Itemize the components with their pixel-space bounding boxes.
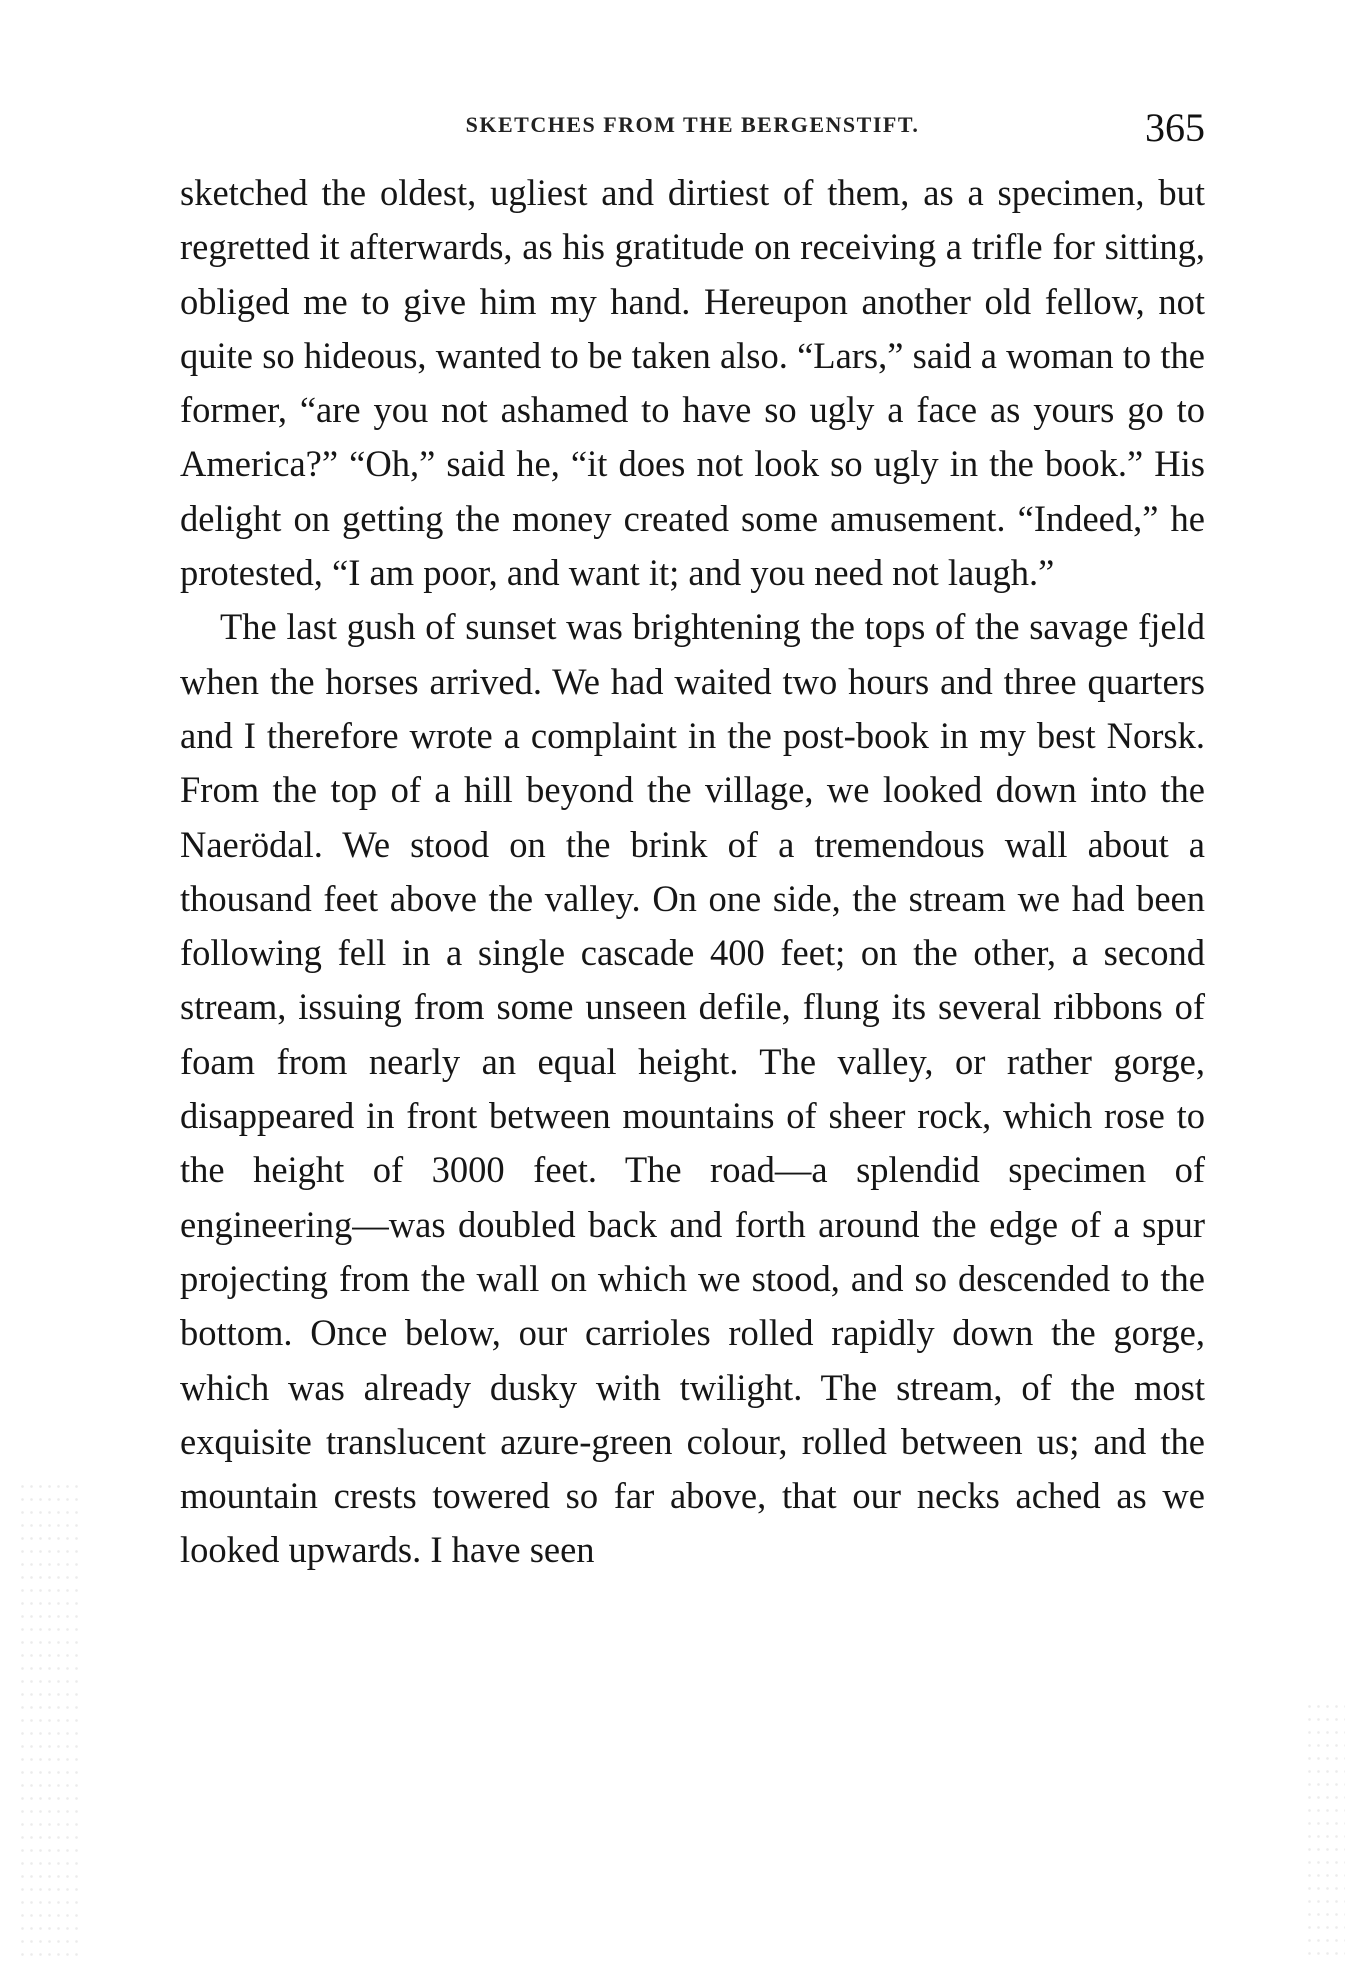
scan-speckle-right [1305, 1700, 1345, 1964]
running-title: SKETCHES FROM THE BERGENSTIFT. [465, 112, 920, 137]
paragraph-2: The last gush of sunset was brightening the tops of the savage fjeld when the horses arrived. We had waited two hours and three quarters and I therefore wrote a complaint in the post-book in my best Norsk. From the top of a hill beyond the village, we looked down into the Naerödal. We stood on the brink of a tremendous wall about a thousand feet above the valley. On one side, the stream we had been following fell in a single cascade 400 feet; on the other, a second stream, issuing from some unseen defile, flung its several ribbons of foam from nearly an equal height. The valley, or rather gorge, disappeared in front between mountains of sheer rock, which rose to the height of 3000 feet. The road—a splendid specimen of engineering—was doubled back and forth around the edge of a spur projecting from the wall on which we stood, and so descended to the bottom. Once below, our carrioles rolled rapidly down the gorge, which was already dusky with twilight. The stream, of the most exquisite translucent azure-green colour, rolled between us; and the mountain crests towered so far above, that our necks ached as we looked upwards. I have seen [180, 606, 1205, 1571]
page-number: 365 [1145, 105, 1205, 150]
body-text [180, 166, 1205, 1578]
paragraph-1: sketched the oldest, ugliest and dirtiest of them, as a specimen, but regretted it afterwards, as his gratitude on receiving a trifle for sitting, obliged me to give him my hand. Hereupon another old fellow, not quite so hideous, wanted to be taken also. “Lars,” said a woman to the former, “are you not ashamed to have so ugly a face as yours go to America?” “Oh,” said he, “it does not look so ugly in the book.” His delight on getting the money created some amusement. “Indeed,” he protested, “I am poor, and want it; and you need not laugh.” [180, 172, 1205, 594]
scan-speckle-left [18, 1480, 78, 1964]
page-header [180, 104, 1205, 148]
